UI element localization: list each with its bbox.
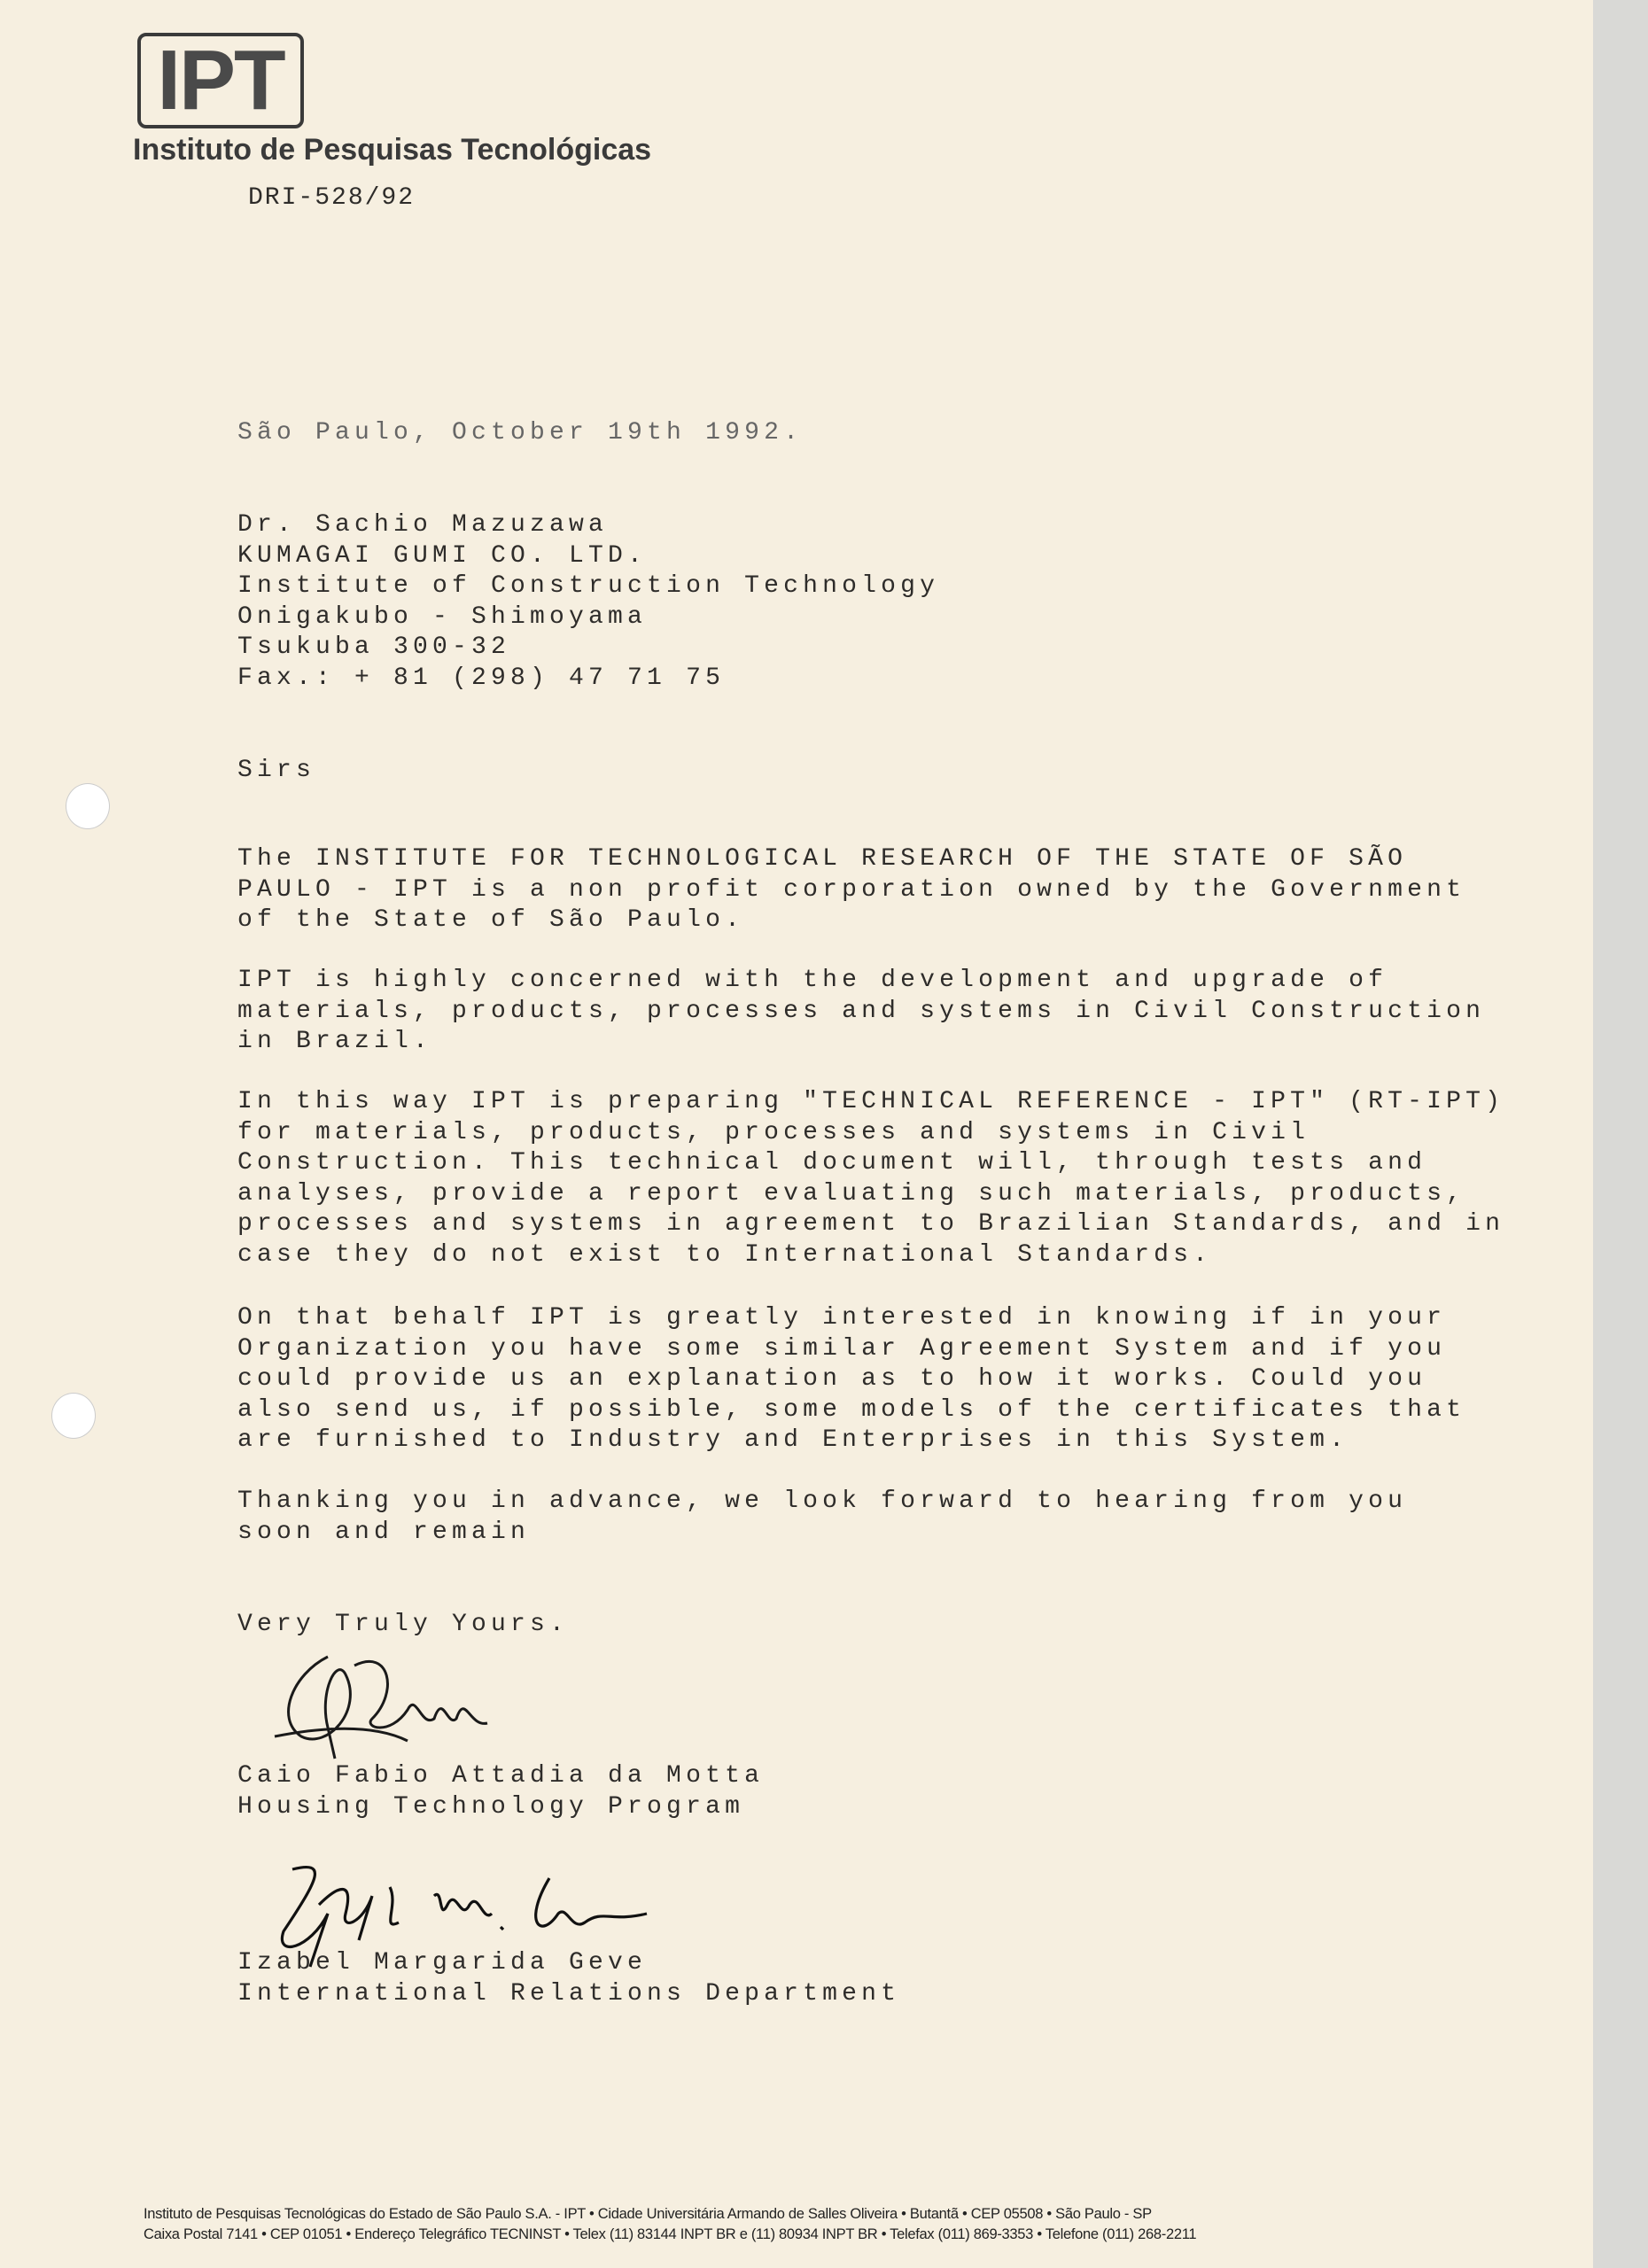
text-line: for materials, products, processes and systems in Civil [237, 1118, 1310, 1146]
text-line: processes and systems in agreement to Brazilian Standards, and in [237, 1210, 1505, 1238]
address-line: Fax.: + 81 (298) 47 71 75 [237, 664, 726, 692]
text-line: in Brazil. [237, 1028, 433, 1055]
signatory-izabel [237, 1948, 900, 2009]
ipt-logo: IPT [137, 33, 304, 128]
text-line: In this way IPT is preparing "TECHNICAL REFERENCE - IPT" (RT-IPT) [237, 1088, 1505, 1115]
text-line: The INSTITUTE FOR TECHNOLOGICAL RESEARCH OF THE STATE OF SÃO [237, 845, 1408, 873]
paragraph-5 [237, 1487, 1407, 1548]
signature-caio [266, 1639, 549, 1763]
reference-number: DRI-528/92 [248, 184, 416, 212]
text-line: soon and remain [237, 1518, 531, 1546]
text-line: also send us, if possible, some models of the certificates that [237, 1395, 1466, 1424]
paragraph-3 [237, 1087, 1504, 1270]
punch-hole [51, 1393, 96, 1439]
address-line: Tsukuba 300-32 [237, 633, 511, 661]
signatory-caio [237, 1761, 764, 1822]
signatory-name: Izabel Margarida Geve [237, 1949, 648, 1977]
letterhead-footer [144, 2204, 1196, 2245]
text-line: case they do not exist to International Standards. [237, 1240, 1213, 1269]
text-line: materials, products, processes and systems in Civil Construction [237, 997, 1486, 1025]
punch-hole [66, 783, 110, 829]
paragraph-2 [237, 966, 1485, 1058]
signatory-department: Housing Technology Program [237, 1792, 745, 1821]
address-line: Institute of Construction Technology [237, 572, 940, 600]
date-line: São Paulo, October 19th 1992. [237, 419, 804, 447]
footer-line: Instituto de Pesquisas Tecnológicas do Estado de São Paulo S.A. - IPT • Cidade Universitária Armando de Salles Oliveira • Butantã • CEP 05508 • São Paulo - SP [144, 2206, 1152, 2222]
address-line: Onigakubo - Shimoyama [237, 602, 648, 631]
text-line: On that behalf IPT is greatly interested in knowing if in your [237, 1304, 1447, 1332]
text-line: could provide us an explanation as to how it works. Could you [237, 1365, 1427, 1393]
closing: Very Truly Yours. [237, 1611, 570, 1638]
address-line: Dr. Sachio Mazuzawa [237, 511, 609, 539]
institution-name: Instituto de Pesquisas Tecnológicas [133, 133, 652, 167]
text-line: IPT is highly concerned with the development and upgrade of [237, 967, 1388, 994]
address-line: KUMAGAI GUMI CO. LTD. [237, 541, 648, 570]
signatory-name: Caio Fabio Attadia da Motta [237, 1762, 765, 1790]
salutation: Sirs [237, 757, 316, 784]
text-line: are furnished to Industry and Enterprises in this System. [237, 1426, 1349, 1454]
paragraph-1 [237, 844, 1465, 936]
text-line: Thanking you in advance, we look forward to hearing from you [237, 1487, 1408, 1515]
text-line: Organization you have some similar Agreement System and if you [237, 1334, 1447, 1363]
text-line: PAULO - IPT is a non profit corporation owned by the Government [237, 875, 1466, 904]
footer-line: Caixa Postal 7141 • CEP 01051 • Endereço Telegráfico TECNINST • Telex (11) 83144 INPT BR e (11) 80934 INPT BR • Telefax (011) 869-3353 • Telefone (011) 268-2211 [144, 2226, 1197, 2242]
signatory-department: International Relations Department [237, 1979, 901, 2008]
text-line: Construction. This technical document will, through tests and [237, 1149, 1427, 1177]
text-line: of the State of São Paulo. [237, 906, 745, 934]
text-line: analyses, provide a report evaluating such materials, products, [237, 1179, 1466, 1208]
paragraph-4 [237, 1303, 1465, 1456]
recipient-address [237, 510, 939, 694]
